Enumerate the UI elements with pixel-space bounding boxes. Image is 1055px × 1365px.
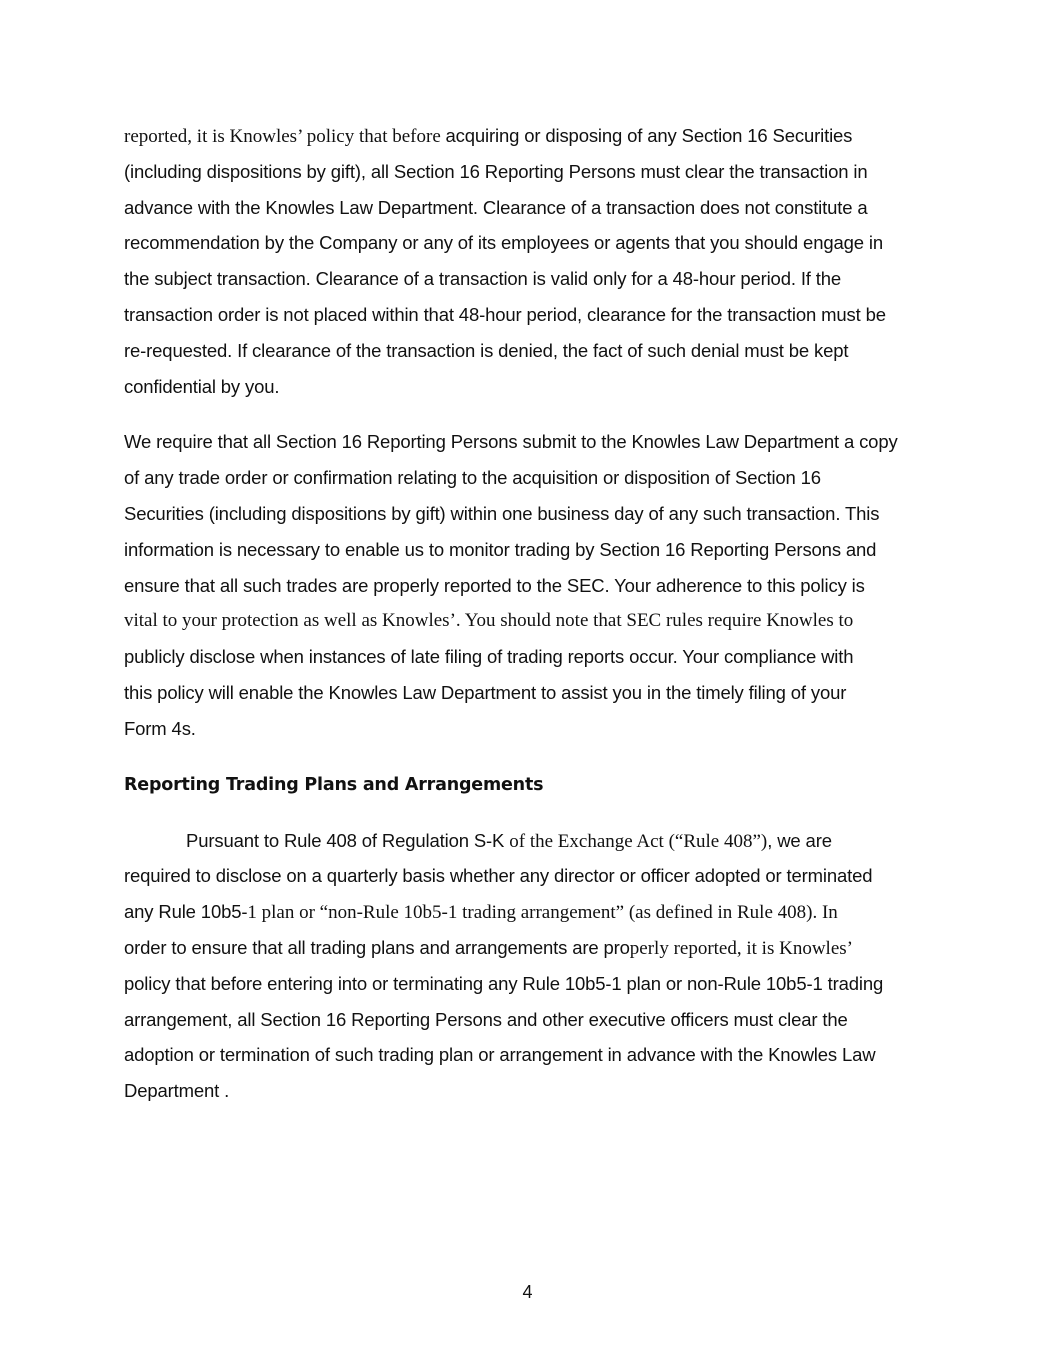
text-line: Department . — [124, 1080, 230, 1102]
section-heading: Reporting Trading Plans and Arrangements — [124, 774, 544, 795]
text-line: (including dispositions by gift), all Section 16 Reporting Persons must clear the transaction in — [124, 160, 868, 182]
text-line: ensure that all such trades are properly reported to the SEC. Your adherence to this policy is — [124, 574, 865, 596]
text-line: re-requested. If clearance of the transaction is denied, the fact of such denial must be kept — [124, 339, 849, 361]
text-line: vital to your protection as well as Knowles’. You should note that SEC rules require Knowles to — [124, 610, 854, 632]
text-line: adoption or termination of such trading plan or arrangement in advance with the Knowles Law — [124, 1044, 876, 1066]
page-content — [124, 118, 934, 1109]
text-line: Pursuant to Rule 408 of Regulation S-K of the Exchange Act (“Rule 408”), we are — [186, 829, 832, 852]
text-line: this policy will enable the Knowles Law Department to assist you in the timely filing of your — [124, 681, 847, 703]
text-line: transaction order is not placed within that 48-hour period, clearance for the transaction must be — [124, 303, 886, 325]
paragraph-rule-408 — [124, 823, 934, 1109]
text-line: the subject transaction. Clearance of a transaction is valid only for a 48-hour period. If the — [124, 268, 842, 290]
text-line: order to ensure that all trading plans and arrangements are properly reported, it is Knowles’ — [124, 936, 853, 959]
text-line: arrangement, all Section 16 Reporting Persons and other executive officers must clear the — [124, 1008, 848, 1030]
text-line: information is necessary to enable us to monitor trading by Section 16 Reporting Persons and — [124, 538, 877, 560]
text-line: recommendation by the Company or any of its employees or agents that you should engage in — [124, 232, 883, 254]
text-line: any Rule 10b5-1 plan or “non-Rule 10b5-1 trading arrangement” (as defined in Rule 408). In — [124, 901, 838, 924]
text-line: Form 4s. — [124, 717, 196, 739]
text-line: policy that before entering into or terminating any Rule 10b5-1 plan or non-Rule 10b5-1 trading — [124, 972, 884, 994]
text-line: reported, it is Knowles’ policy that before acquiring or disposing of any Section 16 Securities — [124, 125, 853, 147]
text-line: required to disclose on a quarterly basis whether any director or officer adopted or terminated — [124, 865, 873, 887]
paragraph-trade-confirmation — [124, 424, 934, 746]
paragraph-preclearance — [124, 118, 934, 404]
text-line: of any trade order or confirmation relating to the acquisition or disposition of Section 16 — [124, 467, 821, 489]
text-line: confidential by you. — [124, 375, 280, 397]
text-line: We require that all Section 16 Reporting Persons submit to the Knowles Law Department a copy — [124, 431, 898, 453]
text-line: advance with the Knowles Law Department. Clearance of a transaction does not constitute a — [124, 196, 868, 218]
text-line: Securities (including dispositions by gift) within one business day of any such transaction. This — [124, 502, 880, 524]
page-number: 4 — [522, 1282, 533, 1302]
text-line: publicly disclose when instances of late filing of trading reports occur. Your compliance with — [124, 646, 854, 668]
